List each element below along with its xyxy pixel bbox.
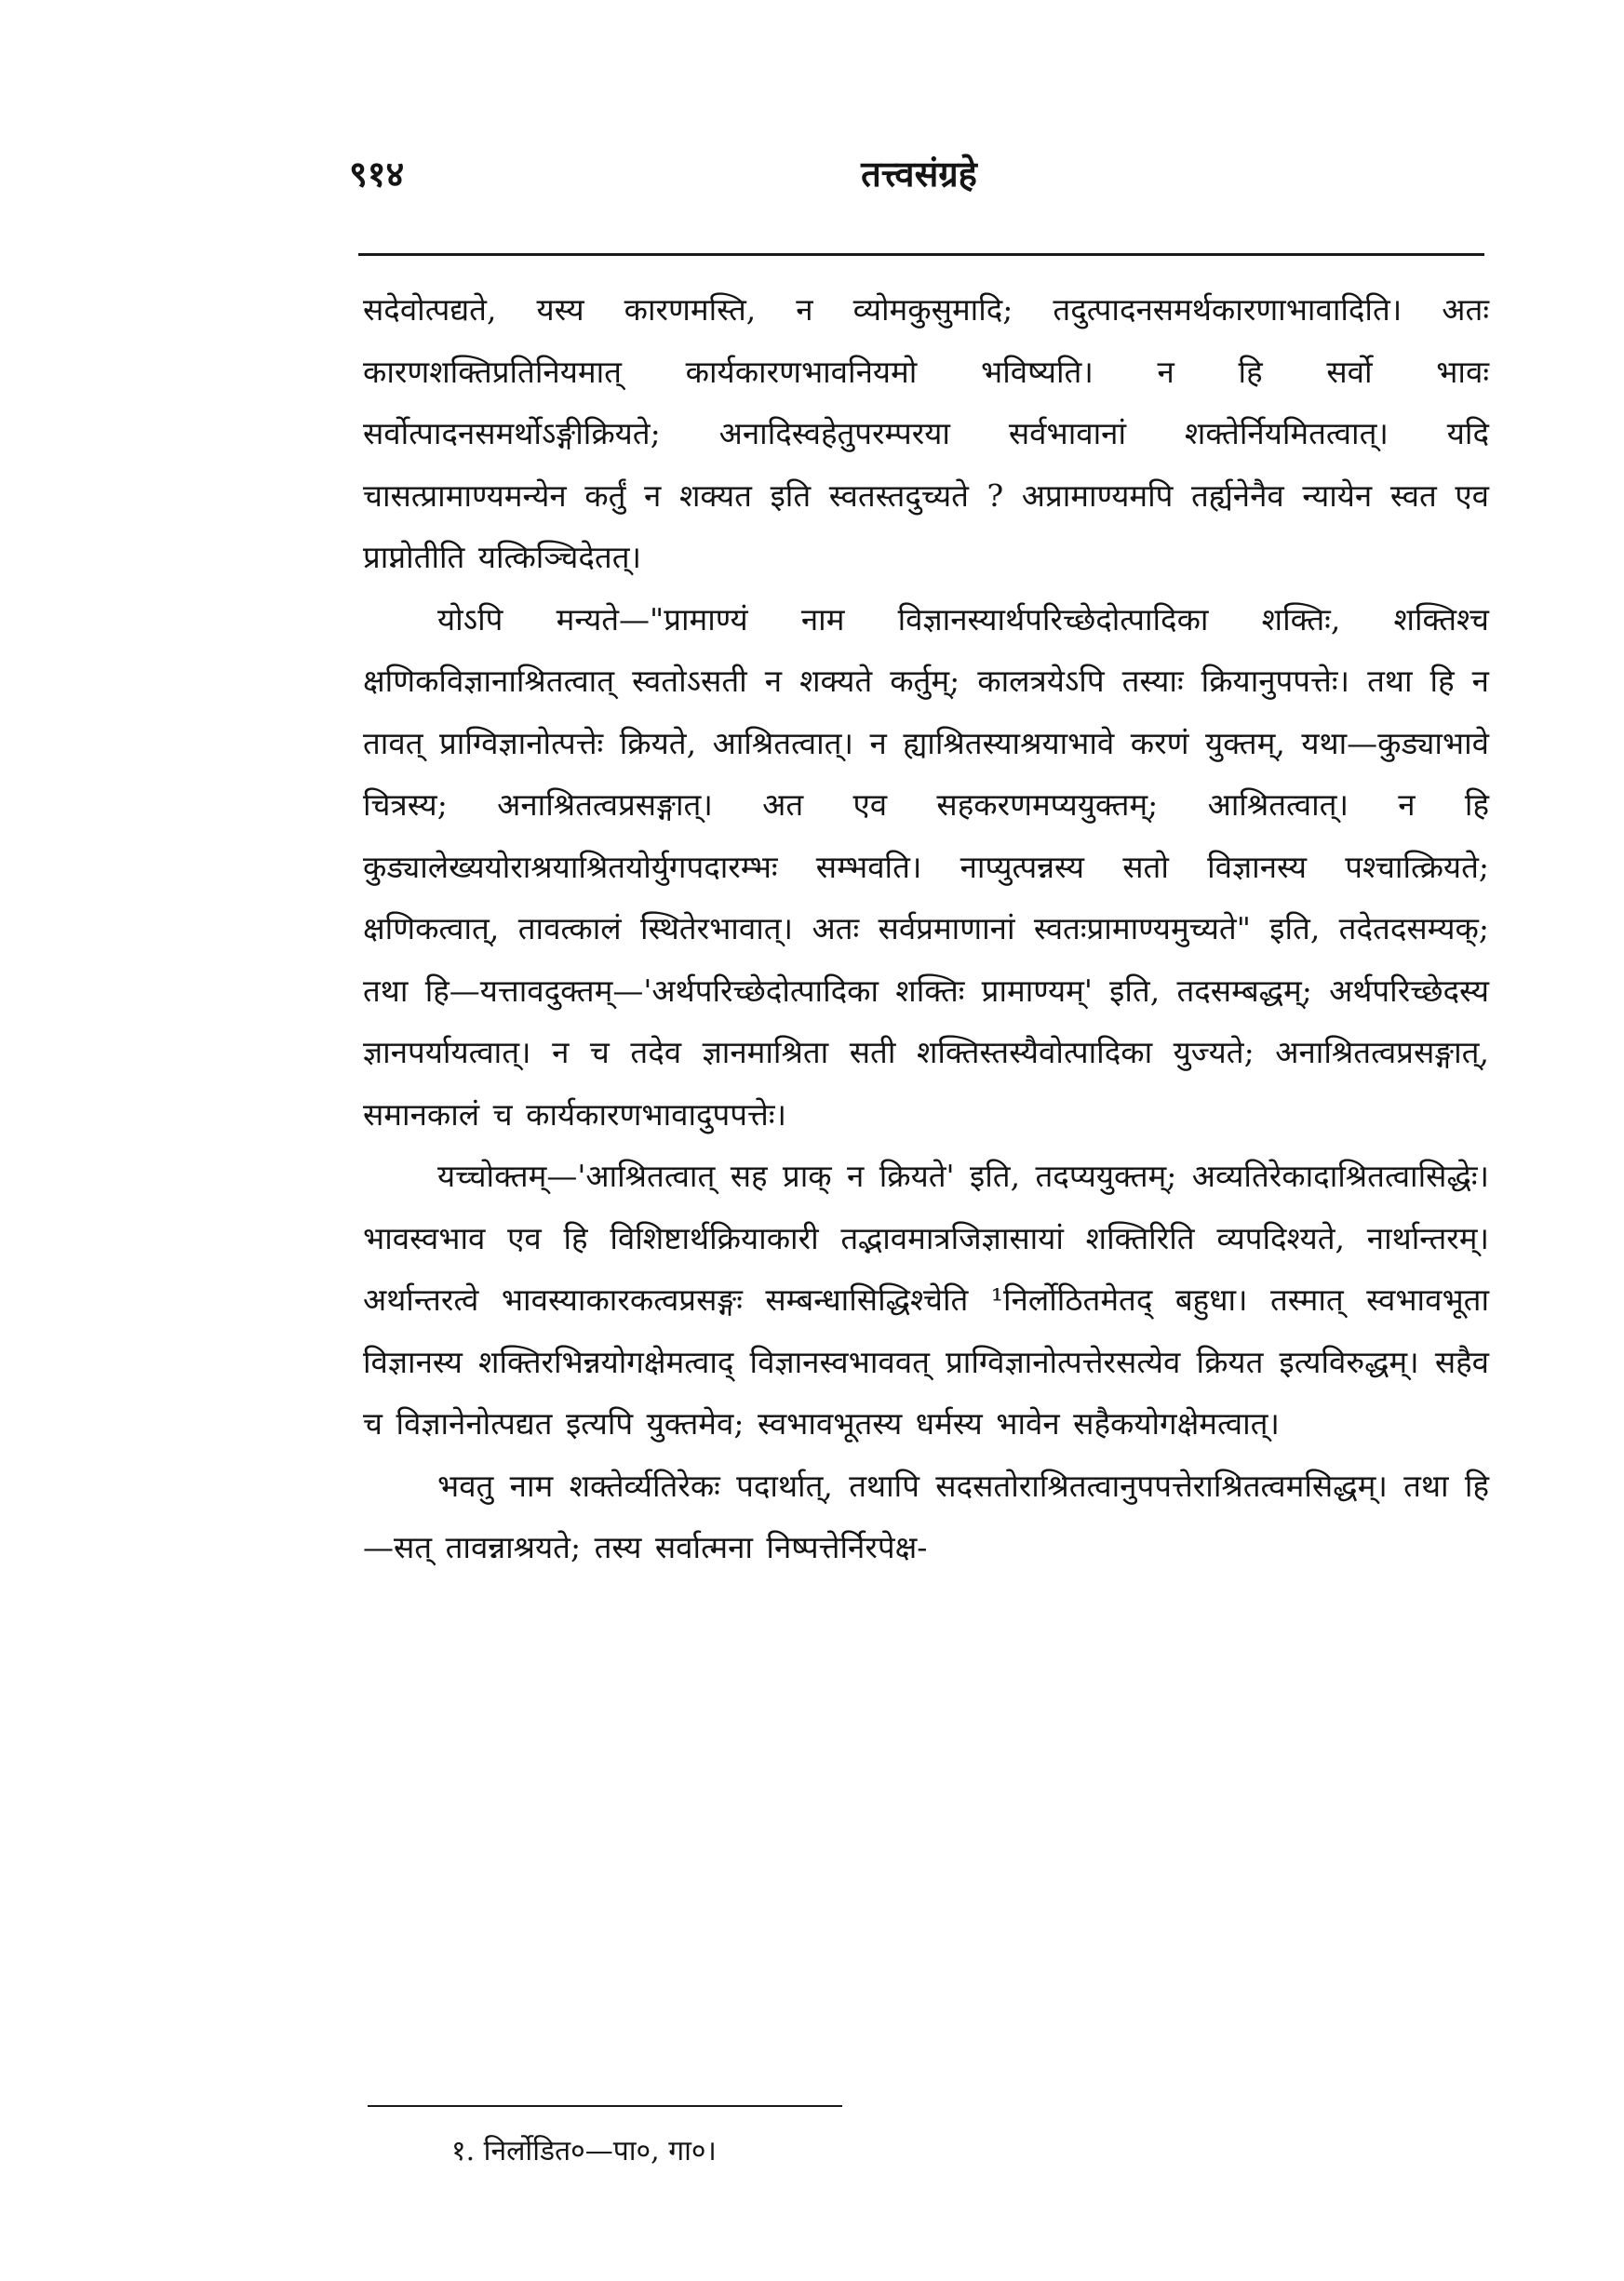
footnote: १. निर्लोडित०—पा०, गा०। xyxy=(451,2135,717,2167)
paragraph-4: भवतु नाम शक्तेर्व्यतिरेकः पदार्थात्, तथापि सदसतोराश्रितत्वानुपपत्तेराश्रितत्वमसिद्धम्। तथा हि—सत् तावन्नाश्रयते; तस्य सर्वात्मना निष्पत्तेर्निरपेक्ष- xyxy=(363,1467,1489,1565)
paragraph-1: सदेवोत्पद्यते, यस्य कारणमस्ति, न व्योमकुसुमादि; तदुत्पादनसमर्थकारणाभावादिति। अतः कारणशक्तिप्रतिनियमात् कार्यकारणभावनियमो भविष्यति। न हि सर्वो भावः सर्वोत्पादनसमर्थोऽङ्गीक्रियते; अनादिस्वहेतुपरम्परया सर्वभावानां शक्तेर्नियमितत्वात्। यदि चासत्प्रामाण्यमन्येन कर्तुं न शक्यत इति स्वतस्तदुच्यते ? अप्रामाण्यमपि तर्ह्यनेनैव न्यायेन स्वत एव प्राप्नोतीति यत्किञ्चिदेतत्। xyxy=(363,291,1489,575)
page-number: ९१४ xyxy=(349,153,405,195)
running-title: तत्त्वसंग्रहे xyxy=(861,153,977,195)
paragraph-2: योऽपि मन्यते—"प्रामाण्यं नाम विज्ञानस्यार्थपरिच्छेदोत्पादिका शक्तिः, शक्तिश्च क्षणिकविज्ञानाश्रितत्वात् स्वतोऽसती न शक्यते कर्तुम्; कालत्रयेऽपि तस्याः क्रियानुपपत्तेः। तथा हि न तावत् प्राग्विज्ञानोत्पत्तेः क्रियते, आश्रितत्वात्। न ह्याश्रितस्याश्रयाभावे करणं युक्तम्, यथा—कुड्याभावे चित्रस्य; अनाश्रितत्वप्रसङ्गात्। अत एव सहकरणमप्ययुक्तम्; आश्रितत्वात्। न हि कुड्यालेख्ययोराश्रयाश्रितयोर्युगपदारम्भः सम्भवति। नाप्युत्पन्नस्य सतो विज्ञानस्य पश्चात्क्रियते; क्षणिकत्वात्, तावत्कालं स्थितेरभावात्। अतः सर्वप्रमाणानां स्वतःप्रामाण्यमुच्यते" इति, तदेतदसम्यक्; तथा हि—यत्तावदुक्तम्—'अर्थपरिच्छेदोत्पादिका शक्तिः प्रामाण्यम्' इति, तदसम्बद्धम्; अर्थपरिच्छेदस्य ज्ञानपर्यायत्वात्। न च तदेव ज्ञानमाश्रिता सती शक्तिस्तस्यैवोत्पादिका युज्यते; अनाश्रितत्वप्रसङ्गात्, समानकालं च कार्यकारणभावादुपपत्तेः। xyxy=(363,600,1489,1133)
header-rule xyxy=(358,253,1484,256)
footnote-rule xyxy=(368,2105,842,2107)
page-header xyxy=(349,149,1489,205)
paragraph-3: यच्चोक्तम्—'आश्रितत्वात् सह प्राक् न क्रियते' इति, तदप्ययुक्तम्; अव्यतिरेकादाश्रितत्वासिद्धेः। भावस्वभाव एव हि विशिष्टार्थक्रियाकारी तद्भावमात्रजिज्ञासायां शक्तिरिति व्यपदिश्यते, नार्थान्तरम्। अर्थान्तरत्वे भावस्याकारकत्वप्रसङ्गः सम्बन्धासिद्धिश्चेति ¹निर्लोठितमेतद् बहुधा। तस्मात् स्वभावभूता विज्ञानस्य शक्तिरभिन्नयोगक्षेमत्वाद् विज्ञानस्वभाववत् प्राग्विज्ञानोत्पत्तेरसत्येव क्रियत इत्यविरुद्धम्। सहैव च विज्ञानेनोत्पद्यत इत्यपि युक्तमेव; स्वभावभूतस्य धर्मस्य भावेन सहैकयोगक्षेमत्वात्। xyxy=(363,1158,1489,1442)
body-text xyxy=(363,279,1489,1579)
